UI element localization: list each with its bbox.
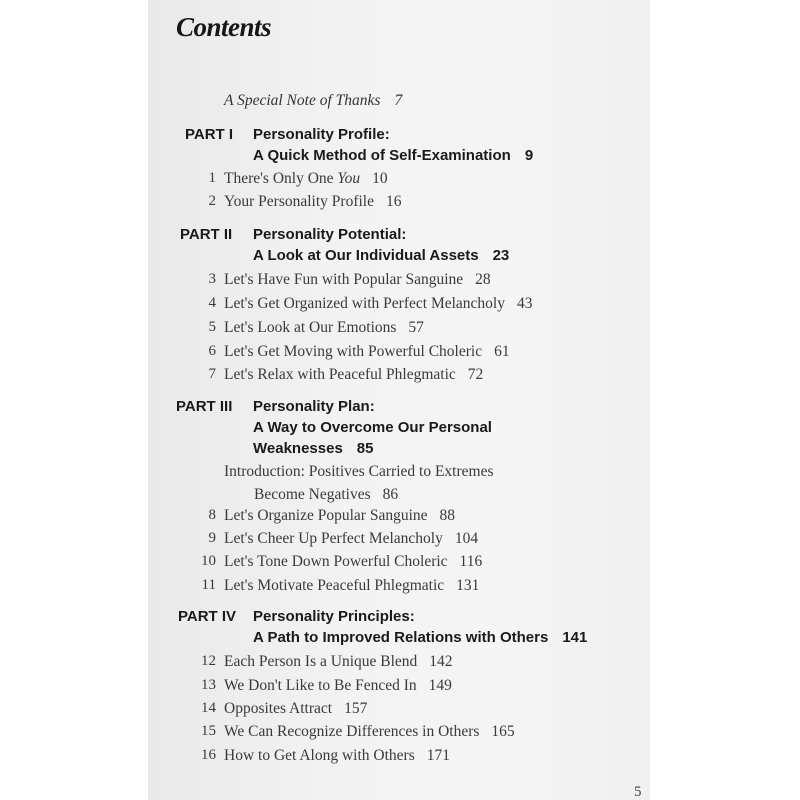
chapter-page: 57 xyxy=(408,319,424,336)
part-label: PART I xyxy=(185,126,234,143)
chapter-title: Let's Tone Down Powerful Choleric 116 xyxy=(224,553,483,570)
chapter-title: Let's Look at Our Emotions 57 xyxy=(224,319,424,336)
chapter-page: 142 xyxy=(429,653,453,670)
chapter-page: 10 xyxy=(372,170,388,187)
show-through-text xyxy=(403,6,487,28)
part-title xyxy=(253,396,492,459)
chapter-page: 149 xyxy=(428,677,452,694)
chapter-number: 11 xyxy=(201,577,216,593)
chapter-number: 8 xyxy=(208,507,216,523)
chapter-number: 4 xyxy=(208,295,216,311)
part-page: 23 xyxy=(492,247,510,264)
part-title-line: A Path to Improved Relations with Others xyxy=(253,629,549,646)
part-title-line: Personality Plan: xyxy=(253,398,375,415)
note-page: 7 xyxy=(394,92,403,109)
chapter-number: 10 xyxy=(201,553,216,569)
chapter-number: 14 xyxy=(201,700,216,716)
chapter-title: Let's Organize Popular Sanguine 88 xyxy=(224,507,456,524)
page-title: Contents xyxy=(176,12,272,42)
part-title-line: Personality Potential: xyxy=(253,226,407,243)
chapter-number: 9 xyxy=(208,530,216,546)
part-label: PART III xyxy=(176,398,233,415)
chapter-number: 6 xyxy=(208,343,216,359)
chapter-number: 1 xyxy=(208,170,216,186)
toc-note xyxy=(224,92,402,110)
chapter-page: 165 xyxy=(491,723,515,740)
chapter-title: Let's Motivate Peaceful Phlegmatic 131 xyxy=(224,577,480,594)
chapter-title: We Don't Like to Be Fenced In 149 xyxy=(224,677,452,694)
chapter-number: 3 xyxy=(208,271,216,287)
chapter-page: 131 xyxy=(456,577,480,594)
part-title-line: A Look at Our Individual Assets xyxy=(253,247,479,264)
chapter-number: 13 xyxy=(201,677,216,693)
page-number: 5 xyxy=(634,784,642,800)
part-page: 141 xyxy=(562,629,588,646)
part-title-line: A Way to Overcome Our Personal xyxy=(253,419,492,436)
chapter-title: Each Person Is a Unique Blend 142 xyxy=(224,653,453,670)
part-title-line: Weaknesses xyxy=(253,440,343,457)
book-page xyxy=(148,0,650,800)
intro-page: 86 xyxy=(382,486,399,503)
part-label: PART IV xyxy=(178,608,237,625)
chapter-title: There's Only One You 10 xyxy=(224,170,388,187)
chapter-title: How to Get Along with Others 171 xyxy=(224,747,450,764)
chapter-number: 15 xyxy=(201,723,216,739)
chapter-page: 157 xyxy=(344,700,368,717)
part-title xyxy=(253,606,587,648)
chapter-page: 72 xyxy=(467,366,484,383)
part-title xyxy=(253,124,533,166)
introduction-entry: Introduction: Positives Carried to Extremes Become Negatives 86 xyxy=(224,463,494,503)
part-title-line: Personality Principles: xyxy=(253,608,415,625)
chapter-page: 171 xyxy=(426,747,450,764)
part-label: PART II xyxy=(180,226,233,243)
part-title-line: A Quick Method of Self-Examination xyxy=(253,147,511,164)
chapter-page: 116 xyxy=(459,553,483,570)
part-page: 85 xyxy=(356,440,374,457)
chapter-number: 7 xyxy=(208,366,216,382)
chapter-page: 43 xyxy=(516,295,533,312)
chapter-page: 61 xyxy=(494,343,510,360)
chapter-title: Let's Get Organized with Perfect Melancholy 43 xyxy=(224,295,533,312)
chapter-number: 12 xyxy=(201,653,216,669)
chapter-number: 16 xyxy=(201,747,216,763)
chapter-title: Let's Relax with Peaceful Phlegmatic 72 xyxy=(224,366,484,383)
chapter-title: Let's Cheer Up Perfect Melancholy 104 xyxy=(224,530,479,547)
note-label: A Special Note of Thanks xyxy=(224,92,381,109)
chapter-title: Opposites Attract 157 xyxy=(224,700,368,717)
chapter-number: 5 xyxy=(208,319,216,335)
chapter-page: 88 xyxy=(439,507,456,524)
part-page: 9 xyxy=(524,147,534,164)
chapter-title: Let's Get Moving with Powerful Choleric 61 xyxy=(224,343,510,360)
chapter-page: 104 xyxy=(454,530,479,547)
chapter-page: 28 xyxy=(475,271,491,288)
chapter-page: 16 xyxy=(385,193,402,210)
chapter-title: Let's Have Fun with Popular Sanguine 28 xyxy=(224,271,491,288)
part-title xyxy=(253,224,509,266)
chapter-title: Your Personality Profile 16 xyxy=(224,193,402,210)
part-title-line: Personality Profile: xyxy=(253,126,390,143)
chapter-title: We Can Recognize Differences in Others 165 xyxy=(224,723,515,740)
chapter-number: 2 xyxy=(208,193,216,209)
